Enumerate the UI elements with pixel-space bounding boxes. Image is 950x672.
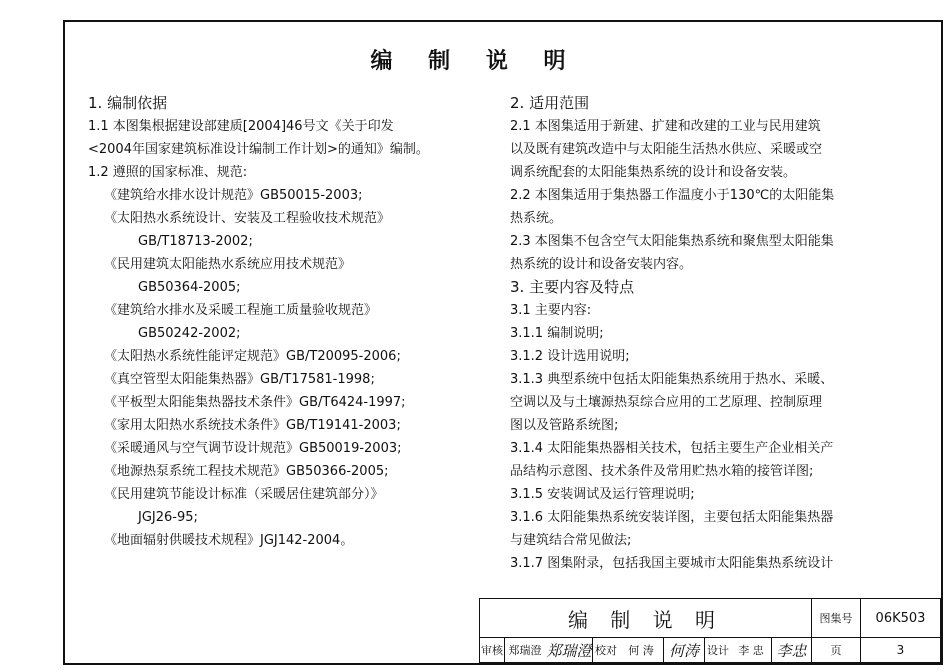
standard-item: 《采暖通风与空气调节设计规范》GB50019-2003; bbox=[104, 441, 402, 456]
standard-item: 《地源热泵系统工程技术规范》GB50366-2005; bbox=[104, 464, 389, 479]
paragraph-line: 空调以及与土壤源热泵综合应用的工艺原理、控制原理 bbox=[510, 395, 823, 410]
paragraph-line: 热系统的设计和设备安装内容。 bbox=[510, 257, 693, 272]
paragraph-line: 2.2 本图集适用于集热器工作温度小于130℃的太阳能集 bbox=[510, 188, 835, 203]
standard-item: 《太阳热水系统性能评定规范》GB/T20095-2006; bbox=[104, 349, 401, 364]
paragraph-line: <2004年国家建筑标准设计编制工作计划>的通知》编制。 bbox=[88, 142, 429, 157]
paragraph-line: 3.1.5 安装调试及运行管理说明; bbox=[510, 487, 695, 502]
paragraph-line: 3.1.2 设计选用说明; bbox=[510, 349, 630, 364]
paragraph-line: 与建筑结合常见做法; bbox=[510, 533, 632, 548]
designer-name: 李 忠 bbox=[738, 644, 764, 657]
paragraph-line: 调系统配套的太阳能集热系统的设计和设备安装。 bbox=[510, 165, 797, 180]
paragraph-line: 3.1.4 太阳能集热器相关技术，包括主要生产企业相关产 bbox=[510, 441, 834, 456]
left-column bbox=[88, 92, 488, 552]
paragraph-line: 品结构示意图、技术条件及常用贮热水箱的接管详图; bbox=[510, 464, 814, 479]
standard-item: 《民用建筑节能设计标准（采暖居住建筑部分）》 bbox=[104, 487, 384, 502]
page-title: 编 制 说 明 bbox=[370, 49, 580, 74]
standard-item: 《建筑给水排水设计规范》GB50015-2003; bbox=[104, 188, 363, 203]
paragraph-line: 1.2 遵照的国家标准、规范: bbox=[88, 165, 248, 180]
standard-item: 《真空管型太阳能集热器》GB/T17581-1998; bbox=[104, 372, 375, 387]
paragraph-line: 3.1.6 太阳能集热系统安装详图，主要包括太阳能集热器 bbox=[510, 510, 834, 525]
standard-code: JGJ26-95; bbox=[138, 510, 198, 525]
standard-item: 《建筑给水排水及采暖工程施工质量验收规范》 bbox=[104, 303, 378, 318]
paragraph-line: 热系统。 bbox=[510, 211, 563, 226]
checker-signature: 何涛 bbox=[668, 641, 699, 660]
paragraph-line: 3.1 主要内容: bbox=[510, 303, 592, 318]
reviewer-name: 郑瑞澄 bbox=[508, 644, 542, 657]
title-block bbox=[479, 598, 941, 663]
paragraph-line: 1.1 本图集根据建设部建质[2004]46号文《关于印发 bbox=[88, 119, 394, 134]
designer-signature: 李忠 bbox=[776, 641, 807, 660]
reviewer-signature: 郑瑞澄 bbox=[546, 641, 592, 660]
section-heading-content: 3. 主要内容及特点 bbox=[510, 278, 635, 296]
design-label: 设计 bbox=[707, 644, 729, 657]
section-heading-scope: 2. 适用范围 bbox=[510, 94, 590, 112]
standard-code: GB50242-2002; bbox=[138, 326, 241, 341]
page-label: 页 bbox=[830, 644, 842, 657]
right-column bbox=[510, 92, 930, 575]
checker-name: 何 涛 bbox=[628, 644, 654, 657]
page-number: 3 bbox=[896, 643, 905, 657]
paragraph-line: 2.1 本图集适用于新建、扩建和改建的工业与民用建筑 bbox=[510, 119, 821, 134]
paragraph-line: 3.1.1 编制说明; bbox=[510, 326, 604, 341]
atlas-number-label: 图集号 bbox=[819, 612, 853, 625]
standard-item: 《地面辐射供暖技术规程》JGJ142-2004。 bbox=[104, 533, 354, 548]
paragraph-line: 图以及管路系统图; bbox=[510, 418, 619, 433]
standard-item: 《家用太阳热水系统技术条件》GB/T19141-2003; bbox=[104, 418, 401, 433]
review-label: 审核 bbox=[481, 644, 503, 657]
check-label: 校对 bbox=[595, 644, 617, 657]
standard-item: 《民用建筑太阳能热水系统应用技术规范》 bbox=[104, 257, 352, 272]
section-heading-basis: 1. 编制依据 bbox=[88, 94, 168, 112]
paragraph-line: 2.3 本图集不包含空气太阳能集热系统和聚焦型太阳能集 bbox=[510, 234, 834, 249]
paragraph-line: 以及既有建筑改造中与太阳能生活热水供应、采暖或空 bbox=[510, 142, 823, 157]
paragraph-line: 3.1.7 图集附录，包括我国主要城市太阳能集热系统设计 bbox=[510, 556, 834, 571]
standard-code: GB/T18713-2002; bbox=[138, 234, 253, 249]
title-block-title: 编 制 说 明 bbox=[567, 607, 724, 632]
standard-item: 《平板型太阳能集热器技术条件》GB/T6424-1997; bbox=[104, 395, 406, 410]
paragraph-line: 3.1.3 典型系统中包括太阳能集热系统用于热水、采暖、 bbox=[510, 372, 834, 387]
standard-item: 《太阳热水系统设计、安装及工程验收技术规范》 bbox=[104, 211, 391, 226]
standard-code: GB50364-2005; bbox=[138, 280, 241, 295]
atlas-number: 06K503 bbox=[875, 610, 926, 626]
